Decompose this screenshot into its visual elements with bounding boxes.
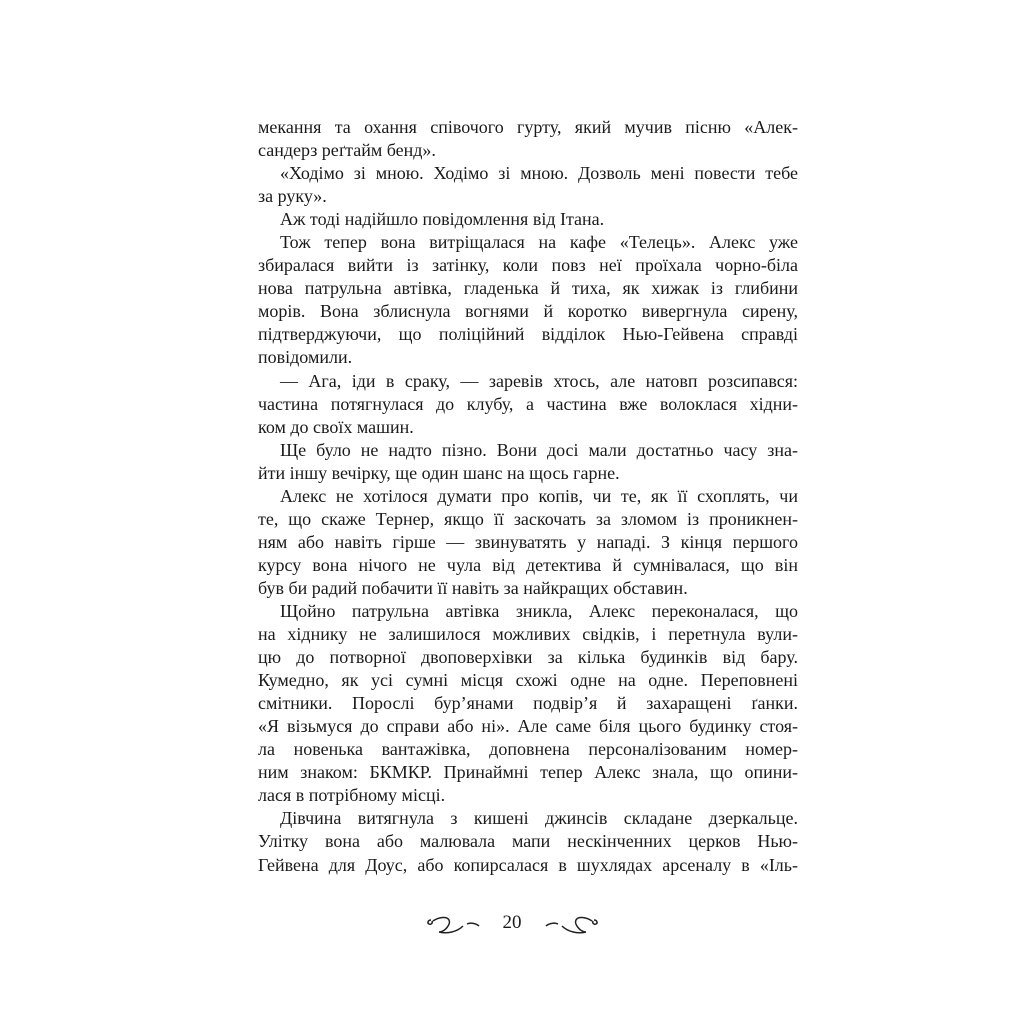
text-line: курсу вона нічого не чула від детектива й сумнівалася, що він bbox=[258, 554, 798, 575]
text-line: ла новенька вантажівка, доповнена персоналізованим номер- bbox=[258, 739, 798, 760]
page-footer bbox=[0, 910, 1024, 936]
text-line: Тож тепер вона витріщалася на кафе «Телець». Алекс уже bbox=[280, 232, 798, 253]
text-line: цю до потворної двоповерхівки за кілька будинків від бару. bbox=[258, 647, 798, 668]
text-line: лася в потрібному місці. bbox=[258, 785, 446, 806]
text-line: те, що скаже Тернер, якщо її заскочать за зломом із проникнен- bbox=[258, 508, 798, 529]
text-line: «Я візьмуся до справи або ні». Але саме біля цього будинку стоя- bbox=[258, 716, 798, 737]
text-line: Гейвена для Доус, або копирсалася в шухлядах арсеналу в «Іль- bbox=[258, 854, 798, 875]
text-line: Ще було не надто пізно. Вони досі мали достатньо часу зна- bbox=[280, 439, 798, 460]
text-line: Улітку вона або малювала мапи нескінченних церков Нью- bbox=[258, 831, 798, 852]
text-line: сандерз реґтайм бенд». bbox=[258, 140, 436, 161]
text-line: на хіднику не залишилося можливих свідків, і перетнула вули- bbox=[258, 624, 798, 645]
text-line: підтверджуючи, що поліційний відділок Нью-Гейвена справді bbox=[258, 324, 798, 345]
text-line: ним знаком: БКМКР. Принаймні тепер Алекс знала, що опини- bbox=[258, 762, 798, 783]
text-line: був би радий побачити її навіть за найкращих обставин. bbox=[258, 577, 688, 598]
text-line: морів. Вона зблиснула вогнями й коротко вивергнула сирену, bbox=[258, 301, 798, 322]
page-number: 20 bbox=[502, 912, 522, 933]
page-body bbox=[258, 116, 798, 877]
text-line: мекання та охання співочого гурту, який мучив пісню «Алек- bbox=[258, 117, 798, 137]
text-line: смітники. Порослі бур’янами подвір’я й захаращені ґанки. bbox=[258, 693, 798, 714]
text-line: Дівчина витягнула з кишені джинсів складане дзеркальце. bbox=[280, 808, 798, 829]
text-line: за руку». bbox=[258, 186, 327, 207]
text-line: «Ходімо зі мною. Ходімо зі мною. Дозволь мені повести тебе bbox=[280, 163, 798, 184]
text-line: ням або навіть гірше — звинуватять у нападі. З кінця першого bbox=[258, 531, 798, 552]
text-line: збиралася вийти із затінку, коли повз неї проїхала чорно-біла bbox=[258, 255, 798, 276]
text-line: Алекс не хотілося думати про копів, чи те, як її схоплять, чи bbox=[280, 485, 798, 506]
text-line: — Ага, іди в сраку, — заревів хтось, але натовп розсипався: bbox=[280, 370, 798, 391]
right-ornament-icon bbox=[540, 910, 600, 936]
text-line: повідомили. bbox=[258, 347, 353, 368]
text-line: Аж тоді надійшло повідомлення від Ітана. bbox=[280, 209, 605, 230]
text-line: Щойно патрульна автівка зникла, Алекс переконалася, що bbox=[280, 600, 798, 621]
text-line: частина потягнулася до клубу, а частина вже волоклася хідни- bbox=[258, 393, 798, 414]
text-line: йти іншу вечірку, ще один шанс на щось гарне. bbox=[258, 462, 620, 483]
text-line: нова патрульна автівка, гладенька й тиха, як хижак із глибини bbox=[258, 278, 798, 299]
text-line: Кумедно, як усі сумні місця схожі одне на одне. Переповнені bbox=[258, 670, 798, 691]
text-line: ком до своїх машин. bbox=[258, 416, 414, 437]
left-ornament-icon bbox=[425, 910, 485, 936]
